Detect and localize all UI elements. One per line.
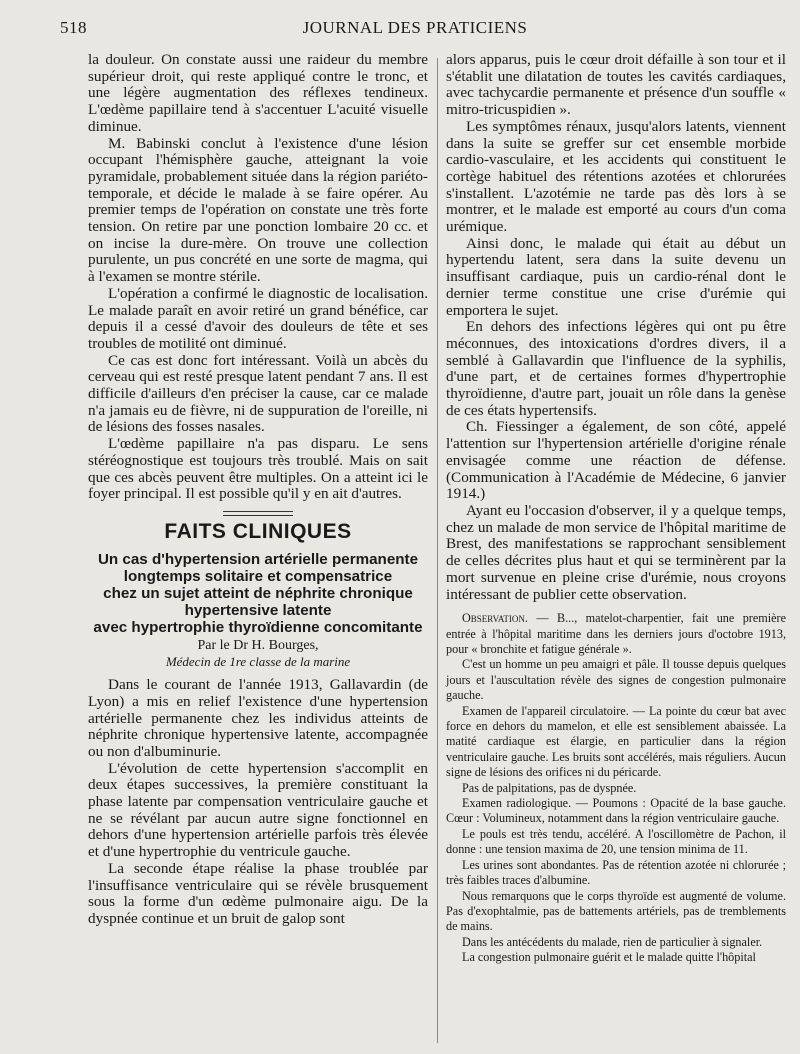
right-paragraph-6: Ayant eu l'occasion d'observer, il y a quelque temps, chez un malade de mon service de l'hôpital maritime de Brest, des manifestations se rapprochant sensiblement de celles décrites plus haut et qui se terminèrent par la mort survenue en pleine crise d'urémie, nous croyons intéressant de publier cette observation. [446,501,786,603]
observation-block [446,611,786,965]
article-title-line: avec hypertrophie thyroïdienne concomitante [93,618,423,636]
right-paragraph-4: En dehors des infections légères qui ont pu être méconnues, des intoxications d'ordres divers, il a semblé à Gallavardin que l'influence de la syphilis, d'une part, et de certaines formes d'hypertrophie thyroïdienne, d'autre part, jouait un rôle dans la genèse de ces états hypertensifs. [446,318,786,419]
observation-paragraph: Les urines sont abondantes. Pas de rétention azotée ni chlorurée ; très faibles traces d'albumine. [446,857,786,888]
observation-paragraph: Examen radiologique. — Poumons : Opacité de la base gauche. Cœur : Volumineux, notamment dans la région ventriculaire gauche. [446,796,786,826]
right-paragraph-3: Ainsi donc, le malade qui était au début un hypertendu latent, sera dans la suite devenu un insuffisant cardiaque, puis un cardio-rénal dont le dernier terme constitue une crise d'urémie qui emportera le sujet. [446,234,786,319]
observation-paragraph: Examen de l'appareil circulatoire. — La pointe du cœur bat avec force en dehors du mamelon, et elle est sensiblement abaissée. La matité cardiaque est élargie, en particulier dans la région ventriculaire gauche. Les bruits sont accélérés, mais réguliers. Aucun signe de lésions des orifices ni du péricarde. [446,703,786,780]
running-header [60,14,770,44]
observation-paragraph: Le pouls est très tendu, accéléré. A l'oscillomètre de Pachon, il donne : une tension maxima de 20, une tension minima de 11. [446,826,786,857]
observation-paragraph [446,611,786,657]
left-paragraph-8: La seconde étape réalise la phase troublée par l'insuffisance ventriculaire qui se révèle brusquement sous la forme d'un œdème pulmonaire aigu. De la dyspnée continue et un bruit de galop sont [88,859,428,927]
left-paragraph-7: L'évolution de cette hypertension s'accomplit en deux étapes successives, la première constituant la phase latente par compensation ventriculaire gauche et ne se révélant par aucun autre signe fonctionnel en dehors d'une hypertension artérielle parfois très élevée et d'une hypertrophie du ventricule gauche. [88,759,428,861]
right-column [446,52,786,966]
observation-paragraph: Nous remarquons que le corps thyroïde est augmenté de volume. Pas d'exophtalmie, pas de battements artériels, pas de tremblements de mains. [446,888,786,934]
left-paragraph-6: Dans le courant de l'année 1913, Gallavardin (de Lyon) a mis en relief l'existence d'une hypertension artérielle permanente chez les individus atteints de néphrite chronique hypertensive latente, accompagnée ou non d'albuminurie. [88,676,428,760]
journal-title: JOURNAL DES PRATICIENS [302,18,528,37]
article-title-line: Un cas d'hypertension artérielle permanente [97,550,419,568]
column-divider [437,58,438,1043]
right-paragraph-5: Ch. Fiessinger a également, de son côté, appelé l'attention sur l'hypertension artérielle d'origine rénale envisagée comme une réaction de défense. (Communication à l'Académie de Médecine, 6 janvier 1914.) [446,418,786,503]
author-affiliation: Médecin de 1re classe de la marine [165,654,351,670]
observation-paragraph: La congestion pulmonaire guérit et le malade quitte l'hôpital [462,950,756,965]
article-title-line: hypertensive latente [184,601,332,619]
left-paragraph-1: la douleur. On constate aussi une raideur du membre supérieur droit, qui reste appliqué contre le tronc, et une légère augmentation des réflexes tendineux. L'œdème papillaire tend à s'accentuer L'acuité visuelle diminue. [88,51,428,135]
article-title-line: longtemps solitaire et compensatrice [123,567,393,585]
right-paragraph-1: alors apparus, puis le cœur droit défaille à son tour et il s'établit une dilatation de toutes les cavités cardiaques, avec tachycardie permanente et présence d'un souffle « mitro-tricuspidien ». [446,51,786,119]
left-paragraph-4: Ce cas est donc fort intéressant. Voilà un abcès du cerveau qui est resté presque latent pendant 7 ans. Il est difficile d'ailleurs d'en préciser la cause, car ce malade n'a jamais eu de fièvre, ni de suppuration de l'oreille, ni de lésions des fosses nasales. [88,351,428,436]
left-paragraph-2: M. Babinski conclut à l'existence d'une lésion occupant l'hémisphère gauche, atteignant la voie pyramidale, probablement située dans la région pariéto-temporale, et décide le malade à se faire opérer. Au premier temps de l'opération on constate une très forte tension. On retire par une ponction lombaire 20 cc. et on incise la dure-mère. On trouve une collection purulente, un pus concrété en une sorte de magma, qui à l'examen se montre stérile. [88,134,428,286]
left-paragraph-5: L'œdème papillaire n'a pas disparu. Le sens stéréognostique est toujours très troublé. Mais on sait que ces abcès peuvent être multiples. On a atteint ici le foyer principal. Il est possible qu'il y en ait d'autres. [88,435,428,503]
page-number: 518 [60,18,87,37]
observation-paragraph: C'est un homme un peu amaigri et pâle. Il tousse depuis quelques jours et l'auscultation révèle des signes de congestion pulmonaire gauche. [446,657,786,703]
section-title: FAITS CLINIQUES [164,519,352,543]
left-column [88,52,428,928]
observation-paragraph: Dans les antécédents du malade, rien de particulier à signaler. [462,934,763,949]
author-byline: Par le Dr H. Bourges, [197,637,319,653]
article-title-line: chez un sujet atteint de néphrite chronique [103,584,413,602]
observation-text: — B..., matelot-charpentier, fait une première entrée à l'hôpital maritime dans les derniers jours d'octobre 1913, pour « bronchite et fatigue générale ». [446,611,786,657]
observation-paragraph: Pas de palpitations, pas de dyspnée. [462,780,637,795]
observation-label: Observation. [462,611,528,626]
left-paragraph-3: L'opération a confirmé le diagnostic de localisation. Le malade paraît en avoir retiré un grand bénéfice, car depuis il a cessé d'avoir des douleurs de tête et ses troubles de motilité ont diminué. [88,284,428,352]
article-title [88,551,428,636]
right-paragraph-2: Les symptômes rénaux, jusqu'alors latents, viennent dans la suite se greffer sur cet ensemble morbide cardio-vasculaire, et les accidents qui constituent le cortège habituel des rétentions azotées et chlorurées s'installent. L'azotémie ne tarde pas dès lors à se montrer, et le malade est emporté au cours d'un coma urémique. [446,117,786,236]
section-separator [223,511,293,516]
